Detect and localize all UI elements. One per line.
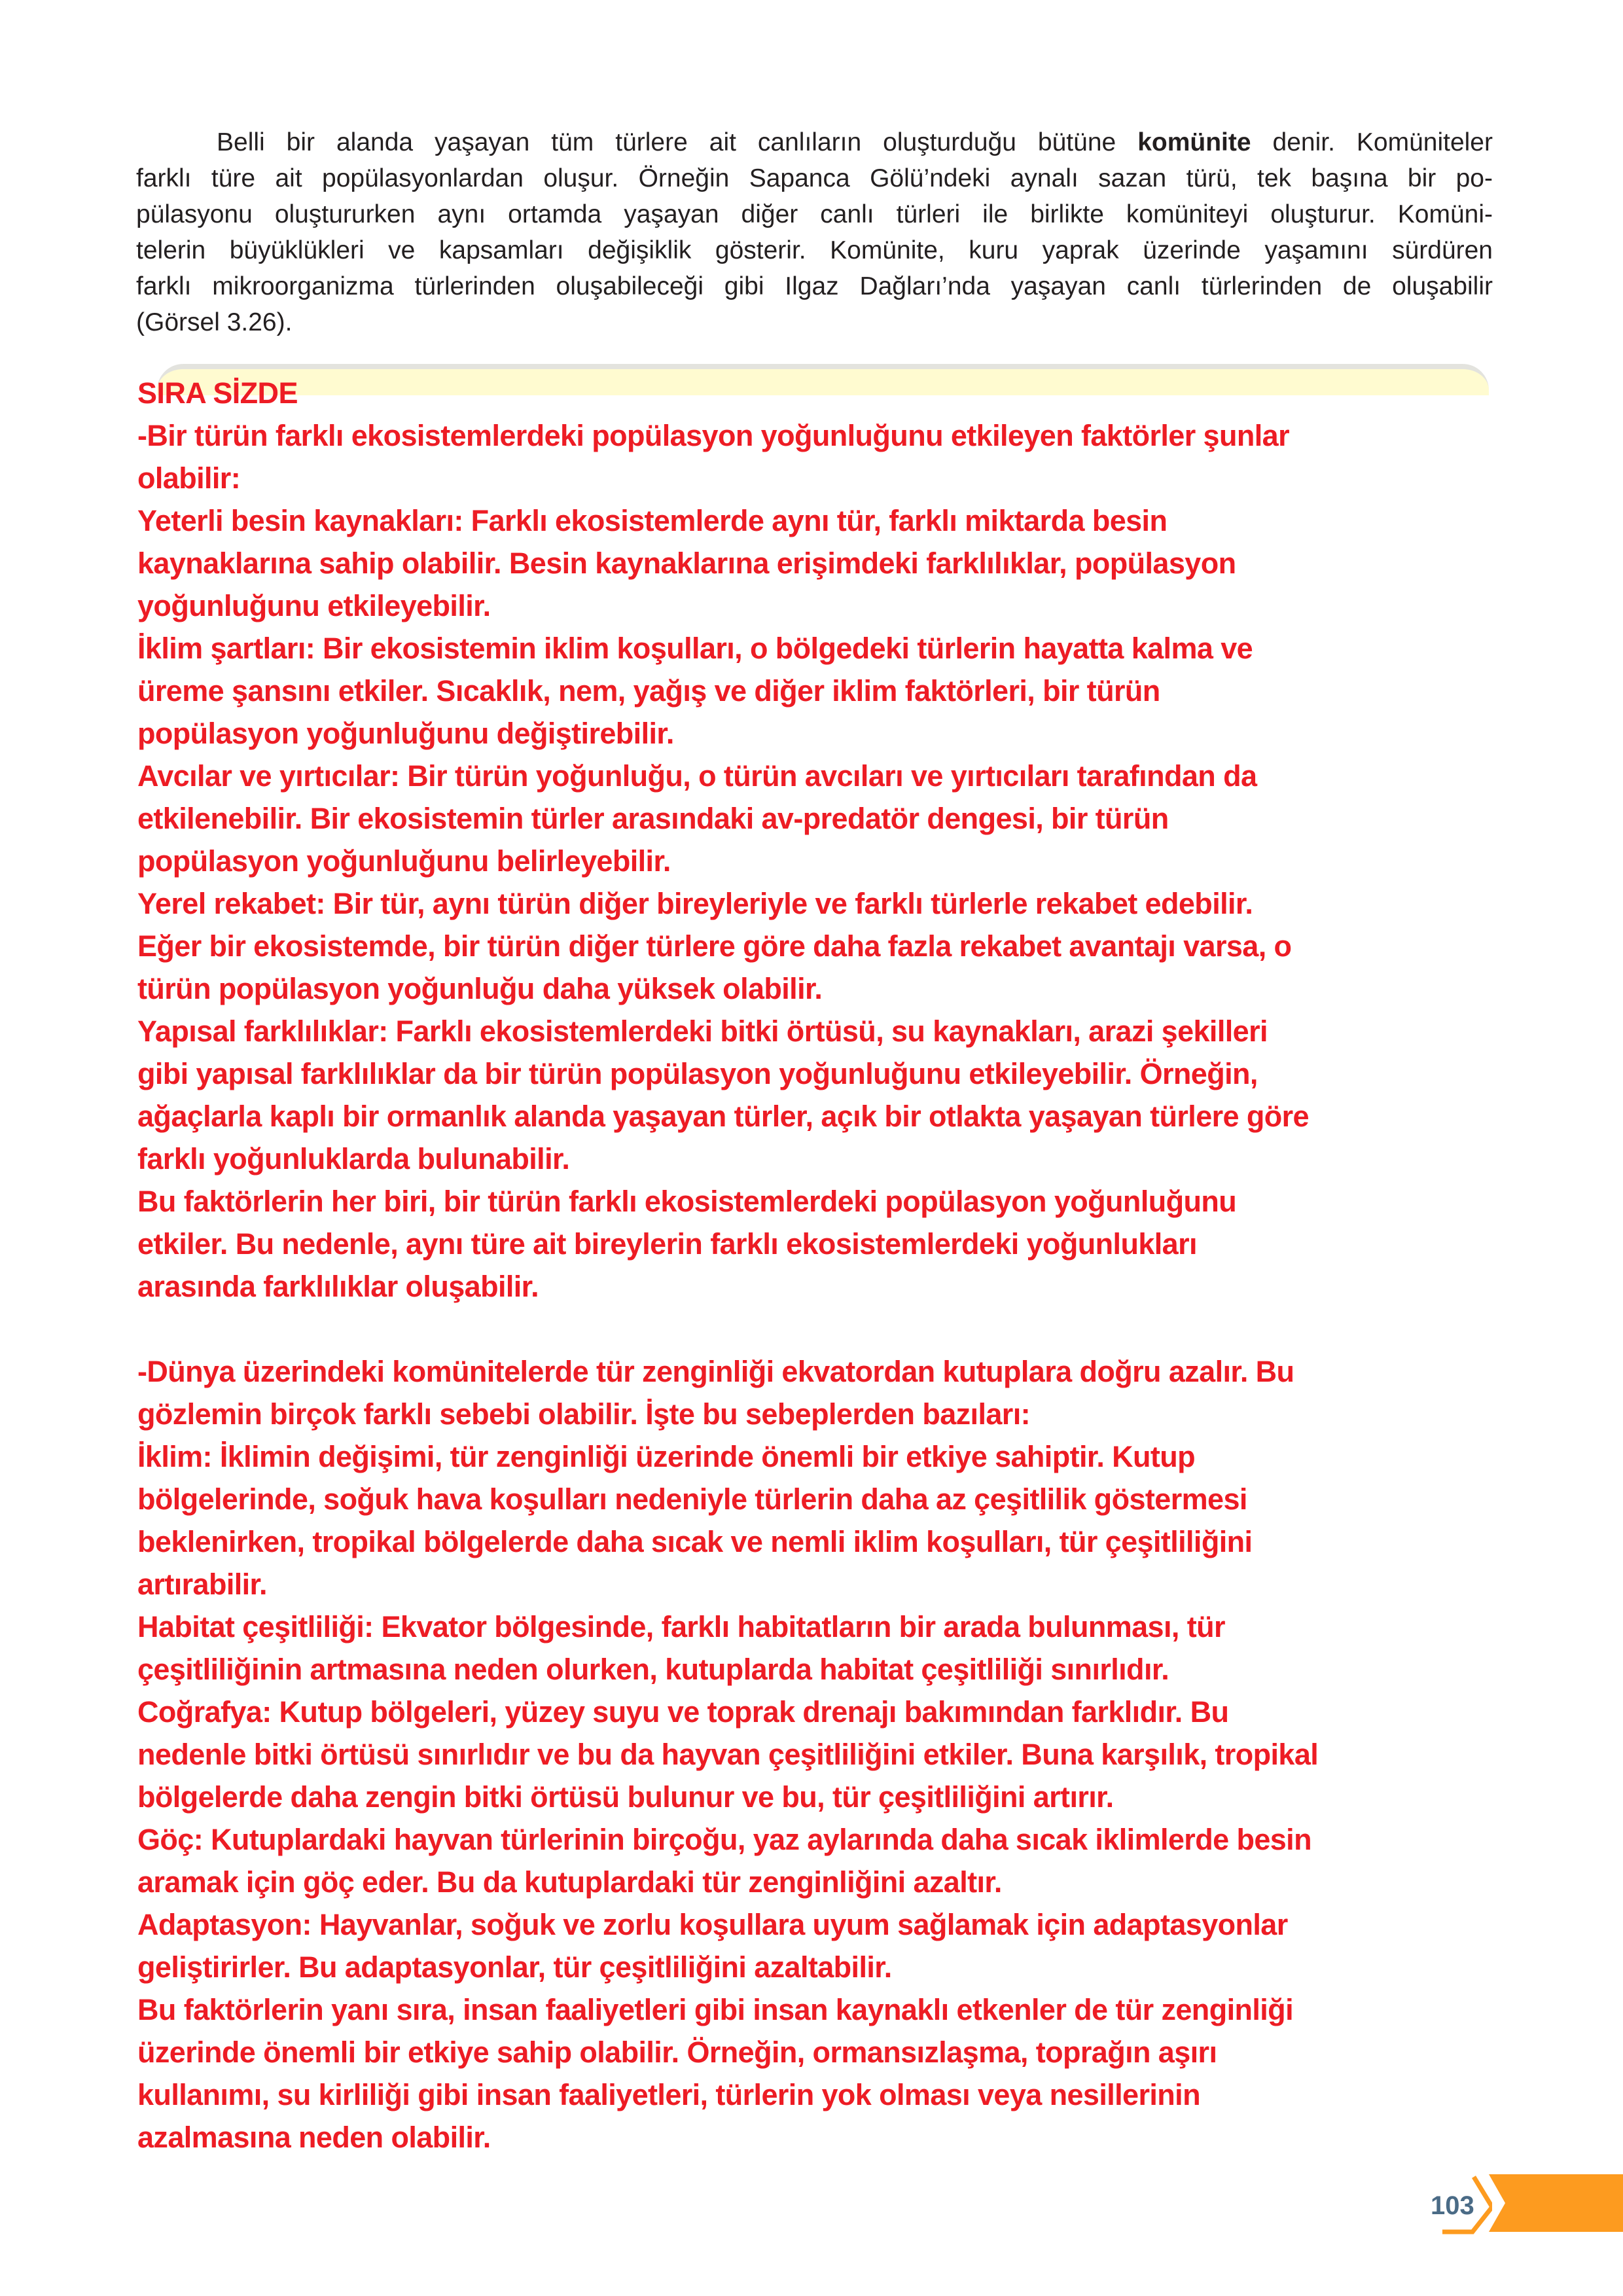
- answer-line: üzerinde önemli bir etkiye sahip olabilir. Örneğin, ormansızlaşma, toprağın aşırı: [137, 2036, 1217, 2069]
- answer-line: kaynaklarına sahip olabilir. Besin kaynaklarına erişimdeki farklılıklar, popülasyon: [137, 547, 1236, 580]
- answer-line: olabilir:: [137, 461, 241, 495]
- intro-text: Belli bir alanda yaşayan tüm türlere ait canlıların oluşturduğu bütüne: [217, 128, 1138, 156]
- answer-line: türün popülasyon yoğunluğu daha yüksek olabilir.: [137, 972, 823, 1005]
- section-title: SIRA SİZDE: [137, 376, 298, 410]
- page-number: 103: [1431, 2191, 1474, 2220]
- answer-line: geliştirirler. Bu adaptasyonlar, tür çeşitliliğini azaltabilir.: [137, 1950, 892, 1984]
- answer-line: popülasyon yoğunluğunu değiştirebilir.: [137, 717, 674, 750]
- answer-line: Coğrafya: Kutup bölgeleri, yüzey suyu ve toprak drenajı bakımından farklıdır. Bu: [137, 1695, 1229, 1729]
- answer-line: azalmasına neden olabilir.: [137, 2121, 491, 2154]
- term-komunite: komünite: [1137, 128, 1251, 156]
- answer-line: Yerel rekabet: Bir tür, aynı türün diğer bireyleriyle ve farklı türlerle rekabet edebilir.: [137, 887, 1253, 920]
- answer-line: bölgelerde daha zengin bitki örtüsü bulunur ve bu, tür çeşitliliğini artırır.: [137, 1780, 1114, 1814]
- answer-line: arasında farklılıklar oluşabilir.: [137, 1270, 539, 1303]
- answer-line: gözlemin birçok farklı sebebi olabilir. İşte bu sebeplerden bazıları:: [137, 1397, 1030, 1431]
- answer-line: Avcılar ve yırtıcılar: Bir türün yoğunluğu, o türün avcıları ve yırtıcıları tarafından da: [137, 759, 1257, 793]
- answer-line: popülasyon yoğunluğunu belirleyebilir.: [137, 844, 671, 878]
- answer-line: çeşitliliğinin artmasına neden olurken, kutuplarda habitat çeşitliliği sınırlıdır.: [137, 1653, 1169, 1686]
- answer-line: gibi yapısal farklılıklar da bir türün popülasyon yoğunluğunu etkileyebilir. Örneğin,: [137, 1057, 1258, 1090]
- answer-line: beklenirken, tropikal bölgelerde daha sıcak ve nemli iklim koşulları, tür çeşitliliğini: [137, 1525, 1253, 1558]
- intro-line: pülasyonu oluştururken aynı ortamda yaşayan diğer canlı türleri ile birlikte komüniteyi oluşturur. Komüni-: [136, 200, 1493, 228]
- answer-line: yoğunluğunu etkileyebilir.: [137, 589, 491, 622]
- answer-line: Bu faktörlerin yanı sıra, insan faaliyetleri gibi insan kaynaklı etkenler de tür zenginliği: [137, 1993, 1293, 2026]
- answer-line: kullanımı, su kirliliği gibi insan faaliyetleri, türlerin yok olması veya nesillerinin: [137, 2078, 1200, 2111]
- answer-line: İklim: İklimin değişimi, tür zenginliği üzerinde önemli bir etkiye sahiptir. Kutup: [137, 1440, 1196, 1473]
- answer-line: üreme şansını etkiler. Sıcaklık, nem, yağış ve diğer iklim faktörleri, bir türün: [137, 674, 1160, 708]
- answer-line: etkiler. Bu nedenle, aynı türe ait bireylerin farklı ekosistemlerdeki yoğunlukları: [137, 1227, 1197, 1261]
- answer-line: Bu faktörlerin her biri, bir türün farklı ekosistemlerdeki popülasyon yoğunluğunu: [137, 1185, 1237, 1218]
- answer-line: Eğer bir ekosistemde, bir türün diğer türlere göre daha fazla rekabet avantajı varsa, o: [137, 929, 1292, 963]
- intro-paragraph: [136, 124, 1493, 340]
- answer-line: artırabilir.: [137, 1568, 267, 1601]
- intro-line: [136, 124, 1493, 160]
- answer-line: Yeterli besin kaynakları: Farklı ekosistemlerde aynı tür, farklı miktarda besin: [137, 504, 1168, 537]
- answer-line: nedenle bitki örtüsü sınırlıdır ve bu da hayvan çeşitliliğini etkiler. Buna karşılık, tropikal: [137, 1738, 1319, 1771]
- page-tab: [1489, 2174, 1623, 2232]
- answer-line: aramak için göç eder. Bu da kutuplardaki tür zenginliğini azaltır.: [137, 1865, 1002, 1899]
- intro-text: denir. Komüniteler: [1251, 128, 1493, 156]
- answer-line: -Dünya üzerindeki komünitelerde tür zenginliği ekvatordan kutuplara doğru azalır. Bu: [137, 1355, 1294, 1388]
- answer-line: İklim şartları: Bir ekosistemin iklim koşulları, o bölgedeki türlerin hayatta kalma ve: [137, 632, 1253, 665]
- answer-line: ağaçlarla kaplı bir ormanlık alanda yaşayan türler, açık bir otlakta yaşayan türlere göre: [137, 1100, 1309, 1133]
- answer-line: [137, 1308, 1318, 1350]
- answer-text: [137, 372, 1318, 2159]
- answer-line: Habitat çeşitliliği: Ekvator bölgesinde, farklı habitatların bir arada bulunması, tür: [137, 1610, 1225, 1643]
- answer-line: Yapısal farklılıklar: Farklı ekosistemlerdeki bitki örtüsü, su kaynakları, arazi şekilleri: [137, 1014, 1268, 1048]
- answer-line: farklı yoğunluklarda bulunabilir.: [137, 1142, 570, 1175]
- answer-line: Adaptasyon: Hayvanlar, soğuk ve zorlu koşullara uyum sağlamak için adaptasyonlar: [137, 1908, 1288, 1941]
- answer-line: etkilenebilir. Bir ekosistemin türler arasındaki av-predatör dengesi, bir türün: [137, 802, 1169, 835]
- intro-line: farklı mikroorganizma türlerinden oluşabileceği gibi Ilgaz Dağları’nda yaşayan canlı türlerinden de oluşabilir: [136, 272, 1493, 300]
- intro-line: telerin büyüklükleri ve kapsamları değişiklik gösterir. Komünite, kuru yaprak üzerinde yaşamını sürdüren: [136, 236, 1493, 264]
- answer-line: -Bir türün farklı ekosistemlerdeki popülasyon yoğunluğunu etkileyen faktörler şunlar: [137, 419, 1289, 452]
- intro-line: (Görsel 3.26).: [136, 308, 293, 336]
- answer-line: Göç: Kutuplardaki hayvan türlerinin birçoğu, yaz aylarında daha sıcak iklimlerde besin: [137, 1823, 1311, 1856]
- intro-line: farklı türe ait popülasyonlardan oluşur. Örneğin Sapanca Gölü’ndeki aynalı sazan türü, tek başına bir po-: [136, 164, 1493, 192]
- answer-line: bölgelerinde, soğuk hava koşulları nedeniyle türlerin daha az çeşitlilik göstermesi: [137, 1482, 1247, 1516]
